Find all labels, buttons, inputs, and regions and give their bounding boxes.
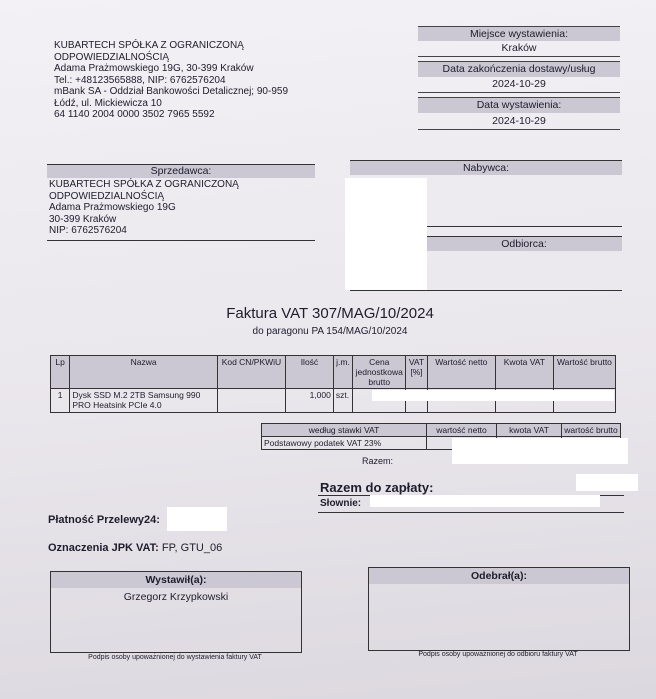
issuer-bank-address: Łódź, ul. Mickiewicza 10 bbox=[54, 97, 162, 109]
seller-label: Sprzedawca: bbox=[47, 165, 315, 178]
place-value: Kraków bbox=[418, 41, 620, 57]
col-name: Nazwa bbox=[70, 356, 218, 389]
redacted-words bbox=[370, 495, 600, 507]
invoice-subtitle: do paragonu PA 154/MAG/10/2024 bbox=[252, 326, 408, 337]
received-by-box bbox=[368, 567, 630, 651]
issuer-address: Adama Prażmowskiego 19G, 30-399 Kraków bbox=[54, 63, 254, 74]
row-code bbox=[217, 389, 285, 413]
vat-col-vat: kwota VAT bbox=[497, 424, 562, 437]
issued-by-label: Wystawił(a): bbox=[51, 572, 301, 588]
items-table bbox=[50, 355, 616, 413]
seller-line-5: NIP: 6762576204 bbox=[49, 225, 127, 236]
issuer-block bbox=[54, 40, 288, 121]
recipient-header bbox=[426, 236, 622, 251]
col-vat-amount: Kwota VAT bbox=[495, 356, 553, 389]
due-label: Razem do zapłaty: bbox=[320, 480, 434, 495]
col-lp: Lp bbox=[51, 356, 70, 389]
issuer-phone-nip: Tel.: +48123565888, NIP: 6762576204 bbox=[54, 74, 226, 86]
seller-line-1: KUBARTECH SPÓŁKA Z OGRANICZONĄ bbox=[49, 179, 239, 190]
jpk-line bbox=[48, 542, 222, 554]
words-divider bbox=[318, 512, 624, 513]
jpk-value: FP, GTU_06 bbox=[161, 542, 223, 554]
vat-total-label: Razem: bbox=[362, 456, 394, 466]
vat-col-rate: według stawki VAT bbox=[262, 424, 427, 437]
vat-header-row bbox=[262, 424, 621, 437]
col-qty: Ilość bbox=[286, 356, 334, 389]
vat-col-gross: wartość brutto bbox=[562, 424, 621, 437]
delivery-date-value: 2024-10-29 bbox=[418, 77, 620, 93]
recipient-divider bbox=[350, 290, 622, 291]
row-qty: 1,000 bbox=[286, 389, 334, 413]
invoice-meta-block bbox=[418, 22, 620, 130]
vat-rate-label: Podstawowy podatek VAT 23% bbox=[262, 437, 427, 450]
col-net: Wartość netto bbox=[427, 356, 495, 389]
redacted-vat-values bbox=[452, 438, 628, 464]
issuer-bank: mBank SA - Oddział Bankowości Detalicznej; 90-959 bbox=[54, 86, 289, 97]
received-by-caption: Podpis osoby upoważnionej do odbioru faktury VAT bbox=[418, 651, 578, 658]
place-label: Miejsce wystawienia: bbox=[418, 26, 620, 41]
col-code: Kod CN/PKWiU bbox=[217, 356, 285, 389]
issue-date-value: 2024-10-29 bbox=[418, 113, 620, 130]
issued-by-name: Grzegorz Krzypkowski bbox=[123, 591, 229, 603]
seller-block bbox=[47, 164, 315, 241]
buyer-label: Nabywca: bbox=[350, 161, 622, 175]
recipient-label: Odbiorca: bbox=[426, 237, 622, 251]
received-by-label: Odebrał(a): bbox=[369, 568, 629, 584]
issuer-name-line-2: ODPOWIEDZIALNOŚCIĄ bbox=[54, 51, 170, 63]
buyer-header bbox=[350, 160, 622, 175]
row-lp: 1 bbox=[51, 389, 70, 413]
items-header-row bbox=[51, 356, 616, 389]
redacted-total bbox=[576, 474, 638, 491]
issued-by-box bbox=[50, 571, 302, 653]
seller-line-4: 30-399 Kraków bbox=[49, 213, 117, 225]
redacted-payment bbox=[167, 507, 227, 531]
issuer-name-line-1: KUBARTECH SPÓŁKA Z OGRANICZONĄ bbox=[54, 40, 244, 51]
redacted-amounts bbox=[372, 390, 614, 401]
issuer-account: 64 1140 2004 0000 3502 7965 5592 bbox=[54, 109, 215, 120]
vat-col-net: wartość netto bbox=[427, 424, 497, 437]
invoice-title: Faktura VAT 307/MAG/10/2024 bbox=[226, 305, 434, 322]
payment-label: Płatność Przelewy24: bbox=[48, 514, 160, 526]
redacted-buyer-box bbox=[345, 178, 427, 290]
issue-date-label: Data wystawienia: bbox=[418, 97, 620, 113]
col-gross: Wartość brutto bbox=[553, 356, 615, 389]
delivery-date-label: Data zakończenia dostawy/usług bbox=[418, 61, 620, 77]
row-unit: szt. bbox=[333, 389, 352, 413]
col-unit-price: Cena jednostkowa brutto bbox=[353, 356, 406, 389]
col-vat: VAT [%] bbox=[406, 356, 427, 389]
seller-line-2: ODPOWIEDZIALNOŚCIĄ bbox=[49, 190, 165, 202]
words-label: Słownie: bbox=[320, 498, 362, 509]
issued-by-caption: Podpis osoby upoważnionej do wystawienia faktury VAT bbox=[88, 654, 262, 661]
seller-line-3: Adama Prażmowskiego 19G bbox=[49, 202, 176, 213]
jpk-label: Oznaczenia JPK VAT: bbox=[48, 542, 159, 554]
col-unit: j.m. bbox=[333, 356, 352, 389]
row-name: Dysk SSD M.2 2TB Samsung 990 PRO Heatsink PCIe 4.0 bbox=[70, 389, 218, 413]
